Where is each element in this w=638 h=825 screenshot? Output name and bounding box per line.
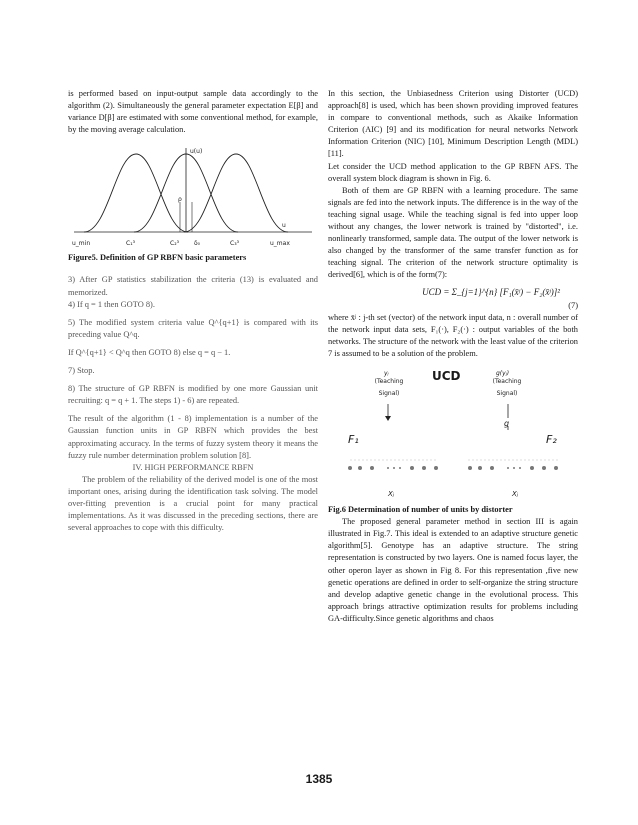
figure-5-u-label: u bbox=[282, 222, 286, 230]
figure-5-c3-label: C₃³ bbox=[230, 240, 239, 248]
figure-6-y-label: yⱼ bbox=[384, 370, 389, 378]
step-6: If Q^{q+1} < Q^q then GOTO 8) else q = q − 1. bbox=[68, 347, 231, 357]
equation-7: UCD = Σ_{j=1}^{n} [F₁(x̄ʲ) − F₂(x̄ʲ)]² bbox=[422, 286, 560, 297]
figure-6-caption: Fig.6 Determination of number of units by distorter bbox=[328, 505, 513, 515]
left-paragraph-1: is performed based on input-output sample data accordingly to the algorithm (2). Simultaneously the general parameter expectation E[β] and variance D[β] are estimated with some conventional method, for example, by the moving average calculation. bbox=[68, 89, 318, 135]
figure-6-g-label: g bbox=[504, 419, 510, 429]
figure-5-delta-label: δ₀ bbox=[194, 240, 201, 248]
figure-5-rho-label: ρ bbox=[178, 196, 182, 204]
section-heading: IV. HIGH PERFORMANCE RBFN bbox=[132, 462, 254, 472]
figure-6-ucd: UCD bbox=[432, 369, 461, 384]
page-number: 1385 bbox=[305, 772, 333, 786]
right-column bbox=[328, 88, 578, 625]
figure-6-teaching-left: (Teaching Signal) bbox=[374, 378, 404, 398]
figure-6-x-left-label: Xⱼ bbox=[388, 490, 395, 499]
right-paragraph-3: Both of them are GP RBFN with a learning procedure. The same signals are fed into the network inputs. The difference is in the way of the teaching signal usage. While the teaching signal is fed into upper loop without any changes, the lower network is trained by "distorted", i.e. nonlinearly transformed, sample data. The output of the lower network is also changed by the transformer of the same transfer function as for teaching signal. The criterion of the network structure optimality is derived[6], which is of the form(7): bbox=[328, 185, 578, 280]
figure-6-x-right-label: Xⱼ bbox=[512, 490, 519, 499]
figure-5 bbox=[68, 140, 318, 250]
figure-5-top-label: u(u) bbox=[190, 148, 203, 156]
right-paragraph-4: where x̄ʲ : j-th set (vector) of the network input data, n : overall number of the network input data sets, F₁(·), F₂(·) : output variables of the both networks. The structure of the network with the least value of the criterion 7 is assumed to be a solution of the problem. bbox=[328, 312, 578, 358]
right-paragraph-5: The proposed general parameter method in section III is again illustrated in Fig.7. This ideal is extended to an adaptive structure genetic algorithm[5]. Genotype has an adaptive structure. The string representation is constructed by two layers. One is named focus layer, the other operon layer as shown in Fig 8. For this representation ,five new genetic operations are defined in order to self-organize the string structure and develop adaptive genetic change in the evolutional process. This approach brings attractive optimization results for problems including GA-difficulty.Since genetic algorithms and chaos bbox=[328, 517, 578, 623]
section-paragraph: The problem of the reliability of the derived model is one of the most important ones, arising during the identification task solving. The model over-fitting prevention is a crucial point for many practical implementations. As it was discussed in the preceding sections, there are several approaches to cope with this difficulty. bbox=[68, 474, 318, 533]
step-5: 5) The modified system criteria value Q^{q+1} is compared with its preceding value Q^q. bbox=[68, 317, 318, 339]
step-8: 8) The structure of GP RBFN is modified by one more Gaussian unit recruiting: q = q + 1. The steps 1) - 6) are repeated. bbox=[68, 384, 318, 406]
right-paragraph-2: Let consider the UCD method application to the GP RBFN AFS. The overall system block diagram is shown in Fig. 6. bbox=[328, 161, 578, 183]
figure-5-umin-label: u_min bbox=[72, 240, 91, 248]
figure-6-g-teach-label: g(yⱼ) bbox=[496, 370, 510, 378]
figure-5-umax-label: u_max bbox=[270, 240, 290, 248]
result-paragraph: The result of the algorithm (1 - 8) implementation is a number of the Gaussian function units in GP RBFN which provides the best approximating accuracy. In the terms of fuzzy system theory it means the fuzzy rule number determination problem solution [8]. bbox=[68, 414, 318, 460]
step-4: 4) If q = 1 then GOTO 8). bbox=[68, 299, 155, 309]
equation-number: (7) bbox=[568, 300, 578, 310]
right-paragraph-1: In this section, the Unbiasedness Criterion using Distorter (UCD) approach[8] is used, which has been shown providing improved features in compare to conventional methods, such as Akaike Information Criterion (AIC) [9] and its modification for neural networks Network Information Criterion (NIC) [10], Minimum Description Length (MDL)[11]. bbox=[328, 89, 578, 159]
step-3: 3) After GP statistics stabilization the criteria (13) is evaluated and memorized. bbox=[68, 275, 318, 297]
figure-6-teaching-right: (Teaching Signal) bbox=[492, 378, 522, 398]
figure-6 bbox=[328, 364, 578, 504]
figure-5-c1-label: C₁³ bbox=[126, 240, 135, 248]
figure-6-f1-label: F₁ bbox=[348, 433, 359, 447]
left-column bbox=[68, 88, 318, 534]
figure-6-f2-label: F₂ bbox=[546, 433, 557, 447]
figure-5-c2-label: C₂³ bbox=[170, 240, 179, 248]
figure-5-caption: Figure5. Definition of GP RBFN basic parameters bbox=[68, 253, 247, 263]
step-7: 7) Stop. bbox=[68, 366, 95, 376]
